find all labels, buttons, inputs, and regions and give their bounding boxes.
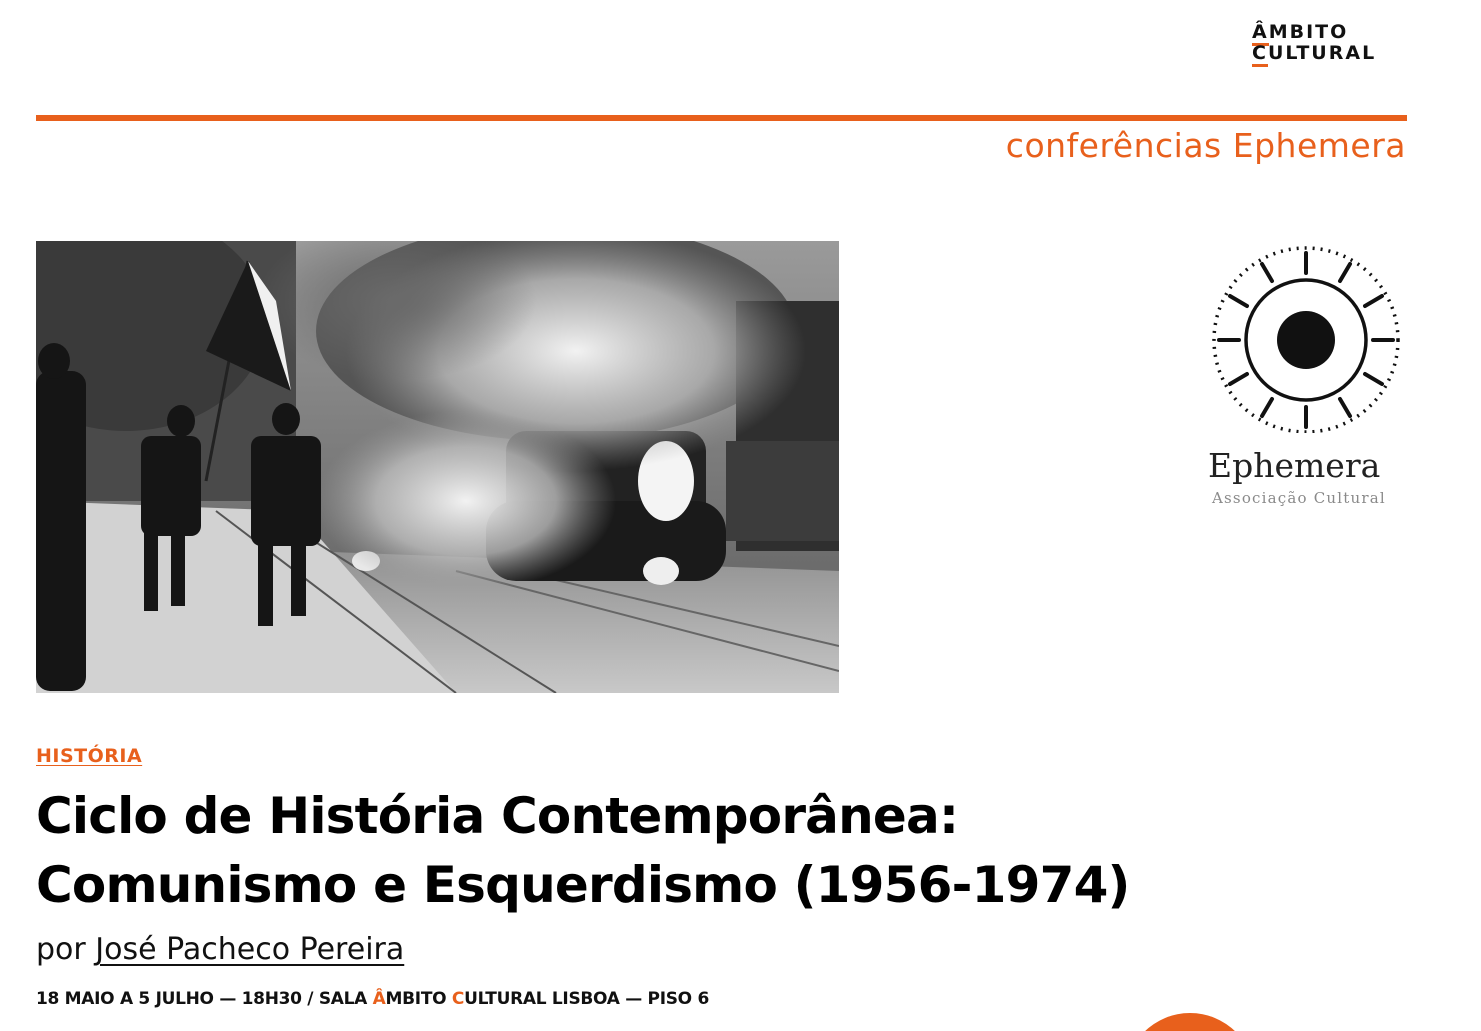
ephemera-subtitle: Associação Cultural xyxy=(1212,489,1386,507)
byline xyxy=(36,932,404,967)
decorative-circle xyxy=(1125,1013,1255,1031)
ambito-cultural-logo[interactable] xyxy=(1252,22,1412,72)
event-title-line-2: Comunismo e Esquerdismo (1956-1974) xyxy=(36,856,1130,914)
category-link[interactable]: HISTÓRIA xyxy=(36,745,143,767)
ephemera-logo[interactable] xyxy=(1200,243,1410,433)
event-details: 18 MAIO A 5 JULHO — 18H30 / SALA ÂMBITO CULTURAL LISBOA — PISO 6 xyxy=(36,989,709,1009)
brand-line-1: ÂMBITO xyxy=(1252,22,1412,43)
author-link[interactable]: José Pacheco Pereira xyxy=(95,932,405,967)
protest-photo xyxy=(36,241,839,693)
header-divider xyxy=(36,115,1407,121)
event-title xyxy=(36,782,1336,920)
ephemera-name: Ephemera xyxy=(1208,446,1381,485)
byline-prefix: por xyxy=(36,932,86,967)
event-title-line-1: Ciclo de História Contemporânea: xyxy=(36,787,959,845)
brand-line-2: CULTURAL xyxy=(1252,43,1412,64)
series-title: conferências Ephemera xyxy=(1005,126,1406,165)
sun-eye-icon xyxy=(1200,243,1410,433)
